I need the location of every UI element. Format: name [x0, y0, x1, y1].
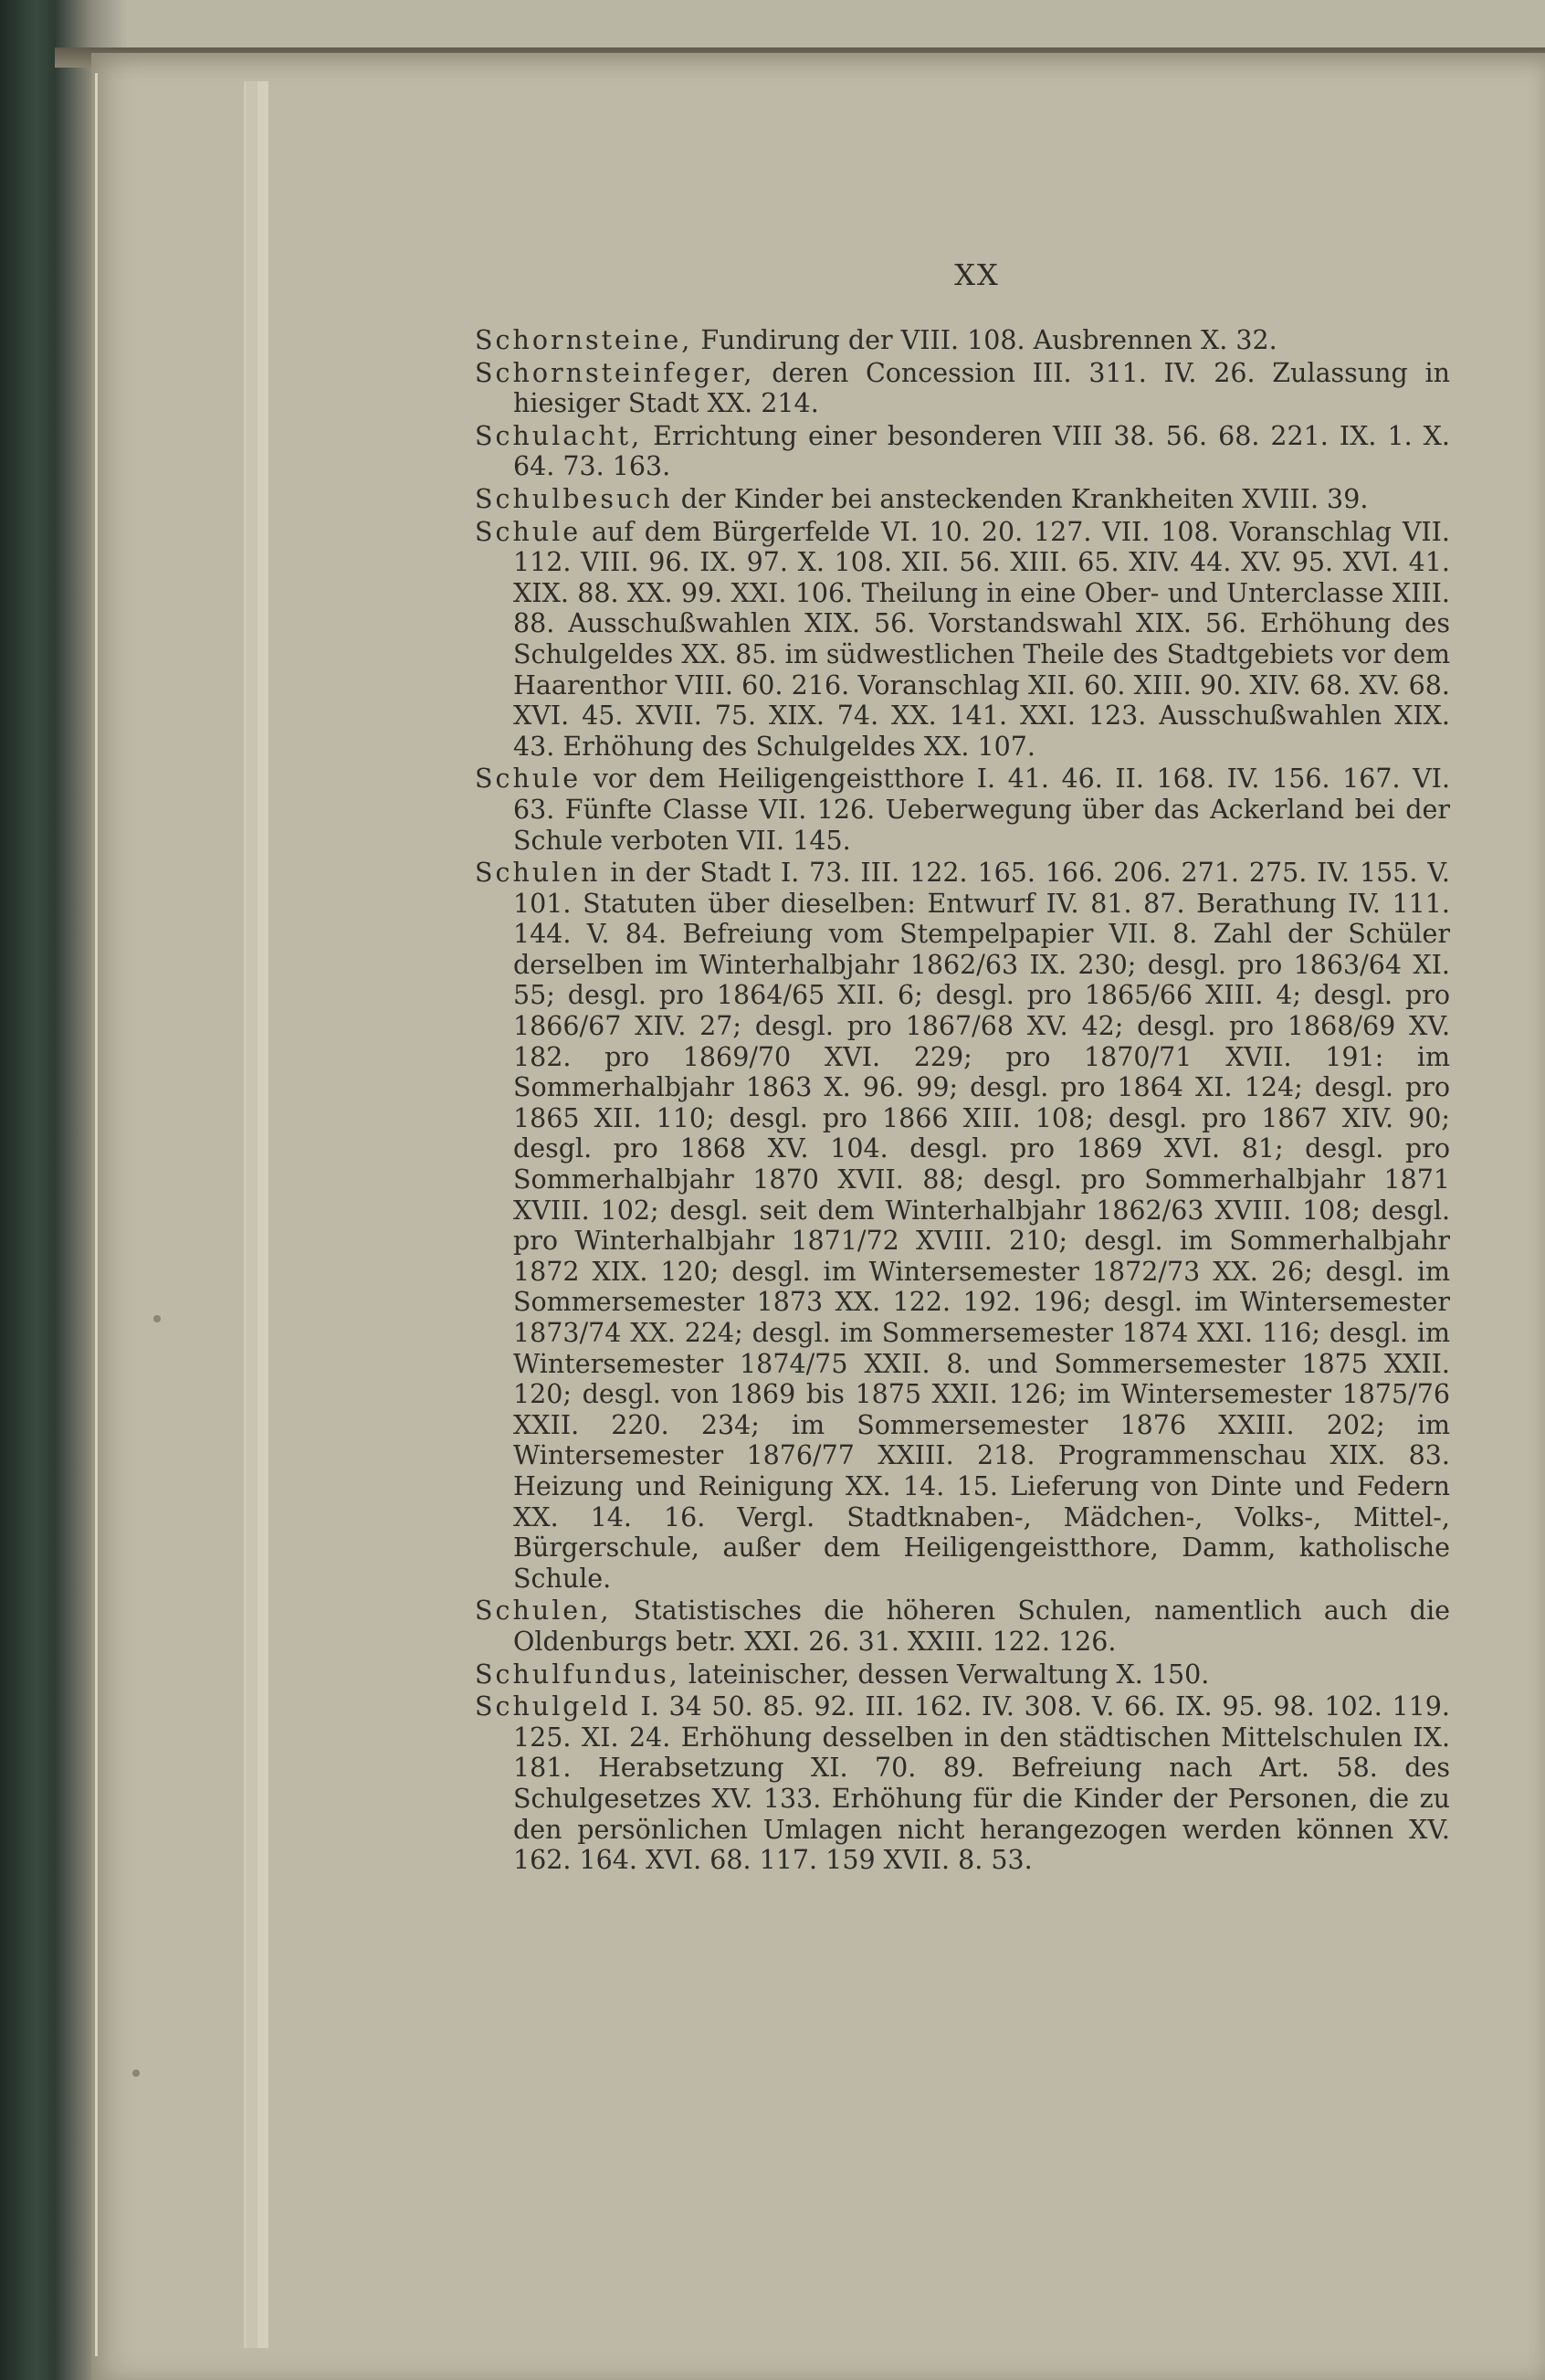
entry-text: Errichtung einer besonderen VIII 38. 56. 68. 221. IX. 1. X. 64. 73. 163.	[513, 420, 1450, 482]
entry-headword: Schulen,	[475, 1595, 612, 1627]
index-entry	[475, 858, 1450, 1594]
entry-headword: Schornsteinfeger,	[475, 357, 755, 388]
index-entry	[475, 358, 1450, 419]
page-edge-stack	[95, 73, 244, 2356]
paper-speck	[132, 2069, 140, 2077]
entry-headword: Schulgeld	[475, 1691, 631, 1722]
entry-headword: Schulfundus,	[475, 1659, 680, 1690]
index-entry	[475, 325, 1450, 356]
entry-text: I. 34 50. 85. 92. III. 162. IV. 308. V. 66. IX. 95. 98. 102. 119. 125. XI. 24. Erhöhung desselben in den städtischen Mittelschulen IX. 181. Herabsetzung XI. 70. 89. Befreiung nach Art. 58. des Schulgesetzes XV. 133. Erhöhung für die Kinder der Personen, die zu den persönlichen Umlagen nicht herangezogen werden können XV. 162. 164. XVI. 68. 117. 159 XVII. 8. 53.	[513, 1691, 1450, 1876]
entry-text: deren Concession III. 311. IV. 26. Zulassung in hiesiger Stadt XX. 214.	[513, 357, 1450, 419]
entry-text: vor dem Heiligengeistthore I. 41. 46. II. 168. IV. 156. 167. VI. 63. Fünfte Classe VII. 126. Ueberwegung über das Ackerland bei der Schule verboten VII. 145.	[513, 763, 1450, 856]
entry-headword: Schule	[475, 763, 582, 795]
entry-text: lateinischer, dessen Verwaltung X. 150.	[679, 1659, 1210, 1690]
index-entry	[475, 1659, 1450, 1690]
index-entry	[475, 763, 1450, 856]
entry-text: der Kinder bei ansteckenden Krankheiten XVIII. 39.	[672, 483, 1369, 514]
paper-speck	[153, 1315, 161, 1322]
entry-text: auf dem Bürgerfelde VI. 10. 20. 127. VII. 108. Voranschlag VII. 112. VIII. 96. IX. 97. X. 108. XII. 56. XIII. 65. XIV. 44. XV. 95. XVI. 41. XIX. 88. XX. 99. XXI. 106. Theilung in eine Ober- und Unterclasse XIII. 88. Ausschußwahlen XIX. 56. Vorstandswahl XIX. 56. Erhöhung des Schulgeldes XX. 85. im südwestlichen Theile des Stadtgebiets vor dem Haarenthor VIII. 60. 216. Voranschlag XII. 60. XIII. 90. XIV. 68. XV. 68. XVI. 45. XVII. 75. XIX. 74. XX. 141. XXI. 123. Ausschußwahlen XIX. 43. Erhöhung des Schulgeldes XX. 107.	[513, 516, 1450, 762]
entry-text: in der Stadt I. 73. III. 122. 165. 166. 206. 271. 275. IV. 155. V. 101. Statuten über dieselben: Entwurf IV. 81. 87. Berathung IV. 111. 144. V. 84. Befreiung vom Stempelpapier VII. 8. Zahl der Schüler derselben im Winterhalbjahr 1862/63 IX. 230; desgl. pro 1863/64 XI. 55; desgl. pro 1864/65 XII. 6; desgl. pro 1865/66 XIII. 4; desgl. pro 1866/67 XIV. 27; desgl. pro 1867/68 XV. 42; desgl. pro 1868/69 XV. 182. pro 1869/70 XVI. 229; pro 1870/71 XVII. 191: im Sommerhalbjahr 1863 X. 96. 99; desgl. pro 1864 XI. 124; desgl. pro 1865 XII. 110; desgl. pro 1866 XIII. 108; desgl. pro 1867 XIV. 90; desgl. pro 1868 XV. 104. desgl. pro 1869 XVI. 81; desgl. pro Sommerhalbjahr 1870 XVII. 88; desgl. pro Sommerhalbjahr 1871 XVIII. 102; desgl. seit dem Winterhalbjahr 1862/63 XVIII. 108; desgl. pro Winterhalbjahr 1871/72 XVIII. 210; desgl. im Sommerhalbjahr 1872 XIX. 120; desgl. im Wintersemester 1872/73 XX. 26; desgl. im Sommersemester 1873 XX. 122. 192. 196; desgl. im Wintersemester 1873/74 XX. 224; desgl. im Sommersemester 1874 XXI. 116; desgl. im Wintersemester 1874/75 XXII. 8. und Sommersemester 1875 XXII. 120; desgl. von 1869 bis 1875 XXII. 126; im Wintersemester 1875/76 XXII. 220. 234; im Sommersemester 1876 XXIII. 202; im Wintersemester 1876/77 XXIII. 218. Programmenschau XIX. 83. Heizung und Reinigung XX. 14. 15. Lieferung von Dinte und Federn XX. 14. 16. Vergl. Stadtknaben-, Mädchen-, Volks-, Mittel-, Bürgerschule, außer dem Heiligengeistthore, Damm, katholische Schule.	[513, 858, 1450, 1594]
index-entry	[475, 484, 1450, 515]
index-entry	[475, 1595, 1450, 1657]
index-entries	[475, 325, 1450, 1878]
entry-headword: Schule	[475, 516, 582, 547]
entry-headword: Schulen	[475, 858, 601, 889]
entry-headword: Schulacht,	[475, 420, 643, 451]
page-number: XX	[954, 258, 1000, 292]
index-entry	[475, 1691, 1450, 1876]
entry-text: Fundirung der VIII. 108. Ausbrennen X. 32.	[692, 325, 1277, 355]
index-entry	[475, 517, 1450, 763]
entry-text: Statistisches die höheren Schulen, namentlich auch die Oldenburgs betr. XXI. 26. 31. XXIII. 122. 126.	[513, 1595, 1450, 1657]
entry-headword: Schornsteine,	[475, 325, 693, 355]
entry-headword: Schulbesuch	[475, 483, 673, 514]
index-entry	[475, 421, 1450, 482]
